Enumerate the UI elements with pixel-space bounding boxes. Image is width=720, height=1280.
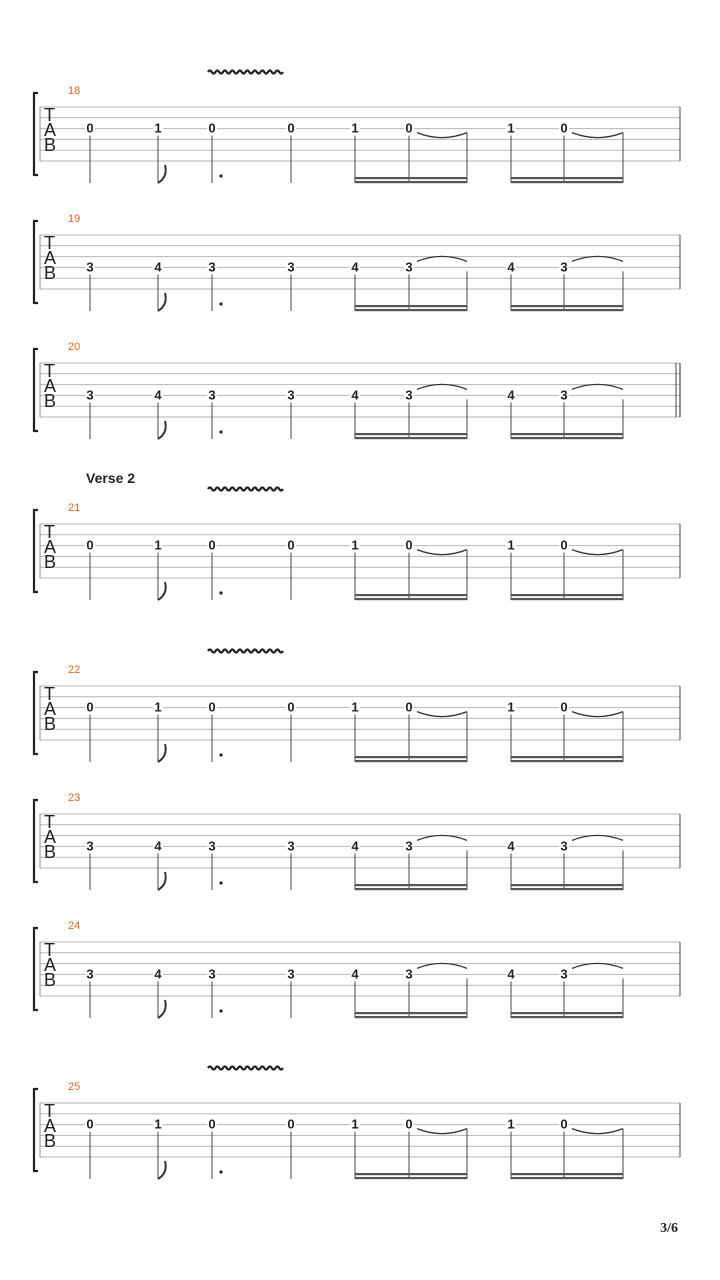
tab-clef-letter: B xyxy=(44,552,57,572)
measure-number: 18 xyxy=(68,85,81,97)
tie-arc xyxy=(417,256,467,261)
fret-number: 0 xyxy=(208,1116,216,1132)
tab-clef-letter: A xyxy=(44,120,57,140)
vibrato-marking xyxy=(208,1067,283,1070)
tab-clef-letter: T xyxy=(44,233,55,253)
fret-number: 1 xyxy=(154,699,162,715)
page-number: 3/6 xyxy=(660,1221,678,1236)
fret-number: 3 xyxy=(86,966,94,982)
system-bracket xyxy=(34,672,38,754)
system-bracket xyxy=(34,93,38,175)
fret-number: 3 xyxy=(560,966,568,982)
system-bracket xyxy=(34,1089,38,1171)
fret-number: 4 xyxy=(154,259,162,275)
tab-system-22 xyxy=(34,650,680,763)
fret-number: 4 xyxy=(154,387,162,403)
fret-number: 4 xyxy=(351,966,359,982)
fret-number: 4 xyxy=(507,387,515,403)
sixteenth-beam xyxy=(511,760,623,762)
sixteenth-beam xyxy=(511,756,623,758)
measure-number: 24 xyxy=(68,920,81,932)
fret-number: 0 xyxy=(405,1116,413,1132)
fret-number: 0 xyxy=(405,537,413,553)
tab-system-24 xyxy=(34,920,680,1018)
fret-number: 1 xyxy=(154,537,162,553)
tab-clef-letter: T xyxy=(44,684,55,704)
tab-clef-letter: B xyxy=(44,391,57,411)
dotted-note-dot xyxy=(219,174,222,177)
tab-system-25 xyxy=(34,1067,680,1180)
dotted-note-dot xyxy=(219,430,222,433)
tie-arc xyxy=(572,256,623,261)
fret-number: 0 xyxy=(208,537,216,553)
sixteenth-beam xyxy=(355,181,467,183)
fret-number: 1 xyxy=(351,537,359,553)
vibrato-marking xyxy=(208,71,283,74)
fret-number: 3 xyxy=(208,387,216,403)
fret-number: 3 xyxy=(560,838,568,854)
tie-arc xyxy=(572,550,623,555)
tab-clef-letter: B xyxy=(44,714,57,734)
fret-number: 3 xyxy=(287,838,295,854)
fret-number: 4 xyxy=(154,838,162,854)
sixteenth-beam xyxy=(511,181,623,183)
sixteenth-beam xyxy=(355,598,467,600)
fret-number: 1 xyxy=(507,1116,515,1132)
fret-number: 3 xyxy=(405,966,413,982)
dotted-note-dot xyxy=(219,591,222,594)
tie-arc xyxy=(572,712,623,717)
fret-number: 3 xyxy=(405,259,413,275)
tab-clef-letter: A xyxy=(44,248,57,268)
sixteenth-beam xyxy=(511,1012,623,1014)
sixteenth-beam xyxy=(355,884,467,886)
dotted-note-dot xyxy=(219,1170,222,1173)
vibrato-marking xyxy=(208,650,283,653)
system-bracket xyxy=(34,800,38,882)
tab-clef-letter: A xyxy=(44,827,57,847)
measure-number: 20 xyxy=(68,341,81,353)
tab-clef-letter: A xyxy=(44,955,57,975)
sixteenth-beam xyxy=(355,1173,467,1175)
fret-number: 0 xyxy=(208,699,216,715)
eighth-flag xyxy=(158,872,166,890)
fret-number: 0 xyxy=(287,1116,295,1132)
system-bracket xyxy=(34,349,38,431)
tab-system-21 xyxy=(34,488,680,601)
eighth-flag xyxy=(158,582,166,600)
measure-number: 19 xyxy=(68,213,81,225)
fret-number: 3 xyxy=(405,838,413,854)
sixteenth-beam xyxy=(355,309,467,311)
dotted-note-dot xyxy=(219,881,222,884)
sixteenth-beam xyxy=(511,884,623,886)
fret-number: 0 xyxy=(287,537,295,553)
sixteenth-beam xyxy=(355,1012,467,1014)
measure-number: 21 xyxy=(68,502,81,514)
sixteenth-beam xyxy=(355,594,467,596)
fret-number: 4 xyxy=(507,966,515,982)
tie-arc xyxy=(417,712,467,717)
tab-clef-letter: A xyxy=(44,699,57,719)
sixteenth-beam xyxy=(355,1177,467,1179)
fret-number: 1 xyxy=(507,537,515,553)
dotted-note-dot xyxy=(219,753,222,756)
system-bracket xyxy=(34,221,38,303)
fret-number: 4 xyxy=(351,387,359,403)
fret-number: 0 xyxy=(208,120,216,136)
tab-clef-letter: A xyxy=(44,1116,57,1136)
fret-number: 0 xyxy=(287,120,295,136)
tab-system-23 xyxy=(34,792,680,890)
tie-arc xyxy=(572,384,623,389)
fret-number: 3 xyxy=(208,259,216,275)
tie-arc xyxy=(417,963,467,968)
sixteenth-beam xyxy=(355,888,467,890)
tab-clef-letter: T xyxy=(44,361,55,381)
fret-number: 0 xyxy=(560,120,568,136)
fret-number: 0 xyxy=(560,699,568,715)
vibrato-marking xyxy=(208,488,283,491)
fret-number: 1 xyxy=(351,699,359,715)
tie-arc xyxy=(417,835,467,840)
fret-number: 3 xyxy=(208,838,216,854)
tie-arc xyxy=(417,133,467,138)
system-bracket xyxy=(34,510,38,592)
tab-system-19 xyxy=(34,213,680,311)
sixteenth-beam xyxy=(355,1016,467,1018)
sixteenth-beam xyxy=(511,594,623,596)
tie-arc xyxy=(417,550,467,555)
eighth-flag xyxy=(158,165,166,183)
sixteenth-beam xyxy=(511,1173,623,1175)
tab-clef-letter: A xyxy=(44,376,57,396)
fret-number: 4 xyxy=(507,838,515,854)
measure-number: 23 xyxy=(68,792,81,804)
sixteenth-beam xyxy=(355,437,467,439)
tab-clef-letter: A xyxy=(44,537,57,557)
sixteenth-beam xyxy=(511,1016,623,1018)
sixteenth-beam xyxy=(355,433,467,435)
fret-number: 1 xyxy=(507,699,515,715)
fret-number: 4 xyxy=(154,966,162,982)
dotted-note-dot xyxy=(219,302,222,305)
eighth-flag xyxy=(158,1000,166,1018)
fret-number: 1 xyxy=(351,120,359,136)
fret-number: 4 xyxy=(351,259,359,275)
tab-clef-letter: B xyxy=(44,842,57,862)
tab-clef-letter: T xyxy=(44,812,55,832)
fret-number: 1 xyxy=(154,1116,162,1132)
sixteenth-beam xyxy=(355,305,467,307)
fret-number: 1 xyxy=(154,120,162,136)
fret-number: 0 xyxy=(86,120,94,136)
fret-number: 3 xyxy=(560,387,568,403)
sixteenth-beam xyxy=(355,756,467,758)
sixteenth-beam xyxy=(511,1177,623,1179)
section-label: Verse 2 xyxy=(86,470,136,486)
fret-number: 3 xyxy=(287,259,295,275)
sixteenth-beam xyxy=(511,177,623,179)
fret-number: 3 xyxy=(86,838,94,854)
tab-clef-letter: B xyxy=(44,135,57,155)
tie-arc xyxy=(417,1129,467,1134)
fret-number: 0 xyxy=(560,537,568,553)
tab-clef-letter: T xyxy=(44,105,55,125)
sixteenth-beam xyxy=(511,598,623,600)
fret-number: 3 xyxy=(208,966,216,982)
fret-number: 3 xyxy=(86,387,94,403)
fret-number: 3 xyxy=(405,387,413,403)
fret-number: 0 xyxy=(86,537,94,553)
tie-arc xyxy=(572,133,623,138)
tie-arc xyxy=(572,1129,623,1134)
sixteenth-beam xyxy=(511,888,623,890)
system-bracket xyxy=(34,928,38,1010)
tab-clef-letter: B xyxy=(44,970,57,990)
fret-number: 3 xyxy=(86,259,94,275)
tab-system-18 xyxy=(34,71,680,184)
tie-arc xyxy=(572,835,623,840)
fret-number: 3 xyxy=(287,966,295,982)
fret-number: 0 xyxy=(405,120,413,136)
tie-arc xyxy=(572,963,623,968)
eighth-flag xyxy=(158,1161,166,1179)
dotted-note-dot xyxy=(219,1009,222,1012)
measure-number: 22 xyxy=(68,664,81,676)
fret-number: 3 xyxy=(560,259,568,275)
fret-number: 1 xyxy=(507,120,515,136)
tab-clef-letter: T xyxy=(44,522,55,542)
tab-clef-letter: B xyxy=(44,1131,57,1151)
sixteenth-beam xyxy=(355,760,467,762)
fret-number: 0 xyxy=(287,699,295,715)
tab-clef-letter: T xyxy=(44,940,55,960)
tie-arc xyxy=(417,384,467,389)
sixteenth-beam xyxy=(511,433,623,435)
fret-number: 4 xyxy=(507,259,515,275)
eighth-flag xyxy=(158,421,166,439)
sixteenth-beam xyxy=(511,437,623,439)
tab-clef-letter: B xyxy=(44,263,57,283)
sixteenth-beam xyxy=(355,177,467,179)
sixteenth-beam xyxy=(511,309,623,311)
fret-number: 0 xyxy=(86,699,94,715)
fret-number: 3 xyxy=(287,387,295,403)
fret-number: 0 xyxy=(560,1116,568,1132)
eighth-flag xyxy=(158,293,166,311)
tab-clef-letter: T xyxy=(44,1101,55,1121)
fret-number: 4 xyxy=(351,838,359,854)
measure-number: 25 xyxy=(68,1081,81,1093)
fret-number: 1 xyxy=(351,1116,359,1132)
sixteenth-beam xyxy=(511,305,623,307)
fret-number: 0 xyxy=(86,1116,94,1132)
fret-number: 0 xyxy=(405,699,413,715)
eighth-flag xyxy=(158,744,166,762)
tab-system-20 xyxy=(34,341,680,439)
